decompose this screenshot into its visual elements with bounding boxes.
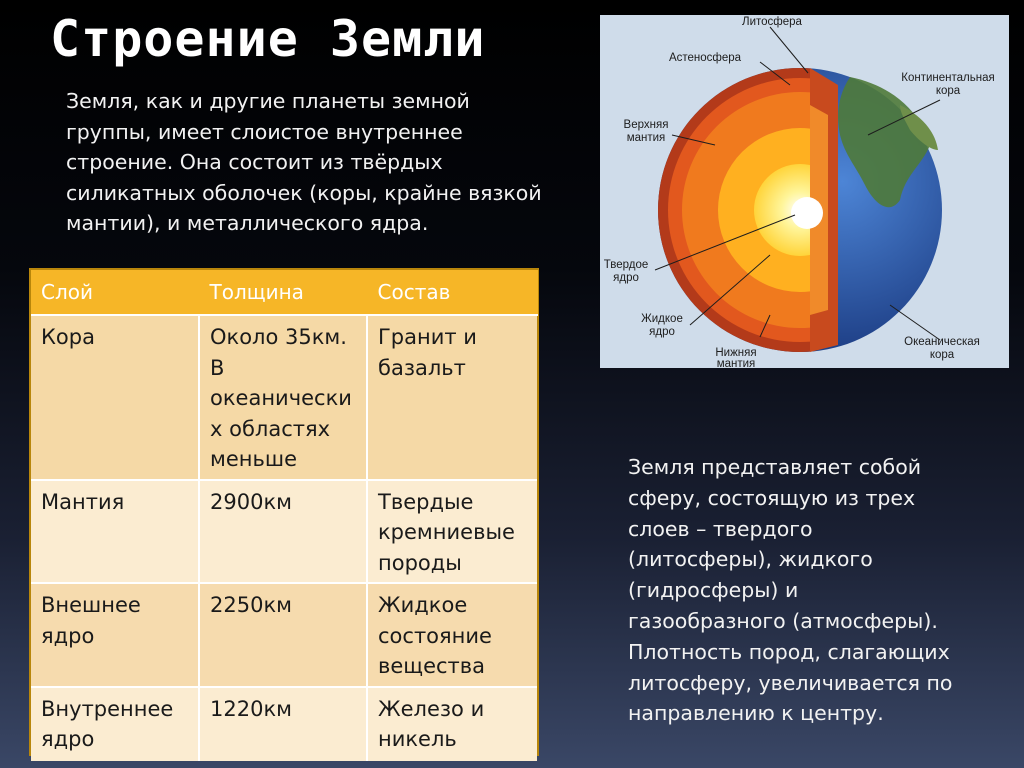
outro-line: литосферу, увеличивается по — [628, 670, 953, 695]
label-liquid-core-2: ядро — [649, 326, 675, 338]
slide-title: Строение Земли — [50, 10, 486, 68]
label-asthenosphere: Астеносфера — [668, 52, 742, 64]
cell-layer: Внутреннее ядро — [31, 687, 199, 761]
intro-paragraph — [66, 86, 566, 239]
label-lower-mantle-1: Нижняя — [715, 347, 757, 359]
outro-line: газообразного (атмосферы). — [628, 608, 938, 633]
label-oceanic-crust-2: кора — [929, 349, 955, 361]
cell-thickness: 2250км — [199, 583, 367, 687]
outro-line: Земля представляет собой — [628, 455, 922, 479]
label-upper-mantle-1: Верхняя — [623, 119, 669, 131]
cell-thickness: Около 35км. В океанически х областях меньше — [199, 315, 367, 480]
table-row — [31, 583, 537, 687]
outro-line: (гидросферы) и — [628, 578, 799, 603]
intro-line: силикатных оболочек (коры, крайне вязкой — [66, 180, 542, 205]
label-lithosphere: Литосфера — [742, 16, 802, 28]
header-composition: Состав — [367, 270, 537, 315]
header-layer: Слой — [31, 270, 199, 315]
outro-line: слоев – твердого — [628, 516, 813, 541]
label-liquid-core-1: Жидкое — [641, 313, 683, 325]
table-row — [31, 687, 537, 761]
cell-layer: Внешнее ядро — [31, 583, 199, 687]
label-continental-crust-2: кора — [935, 85, 961, 97]
label-oceanic-crust-1: Океаническая — [904, 336, 980, 348]
earth-structure-diagram — [600, 15, 1009, 368]
cell-composition: Гранит и базальт — [367, 315, 537, 480]
outro-line: сферу, состоящую из трех — [628, 485, 916, 510]
intro-line: мантии), и металлического ядра. — [66, 211, 429, 235]
solid-core-center — [791, 197, 823, 229]
conclusion-paragraph — [628, 452, 988, 729]
outro-line: направлению к центру. — [628, 701, 884, 726]
cell-thickness: 2900км — [199, 480, 367, 584]
outro-line: Плотность пород, слагающих — [628, 639, 950, 664]
intro-line: группы, имеет слоистое внутреннее — [66, 119, 463, 144]
table-header-row — [31, 270, 537, 315]
intro-line: Земля, как и другие планеты земной — [66, 89, 470, 113]
label-continental-crust-1: Континентальная — [901, 72, 995, 84]
label-solid-core-1: Твердое — [603, 259, 649, 271]
intro-line: строение. Она состоит из твёрдых — [66, 150, 443, 174]
cell-layer: Мантия — [31, 480, 199, 584]
label-lower-mantle-2: мантия — [716, 358, 756, 368]
cell-thickness: 1220км — [199, 687, 367, 761]
label-solid-core-2: ядро — [613, 272, 639, 284]
table-row — [31, 480, 537, 584]
layers-table — [29, 268, 539, 756]
cell-composition: Твердые кремниевые породы — [367, 480, 537, 584]
outro-line: (литосферы), жидкого — [628, 547, 873, 572]
table-row — [31, 315, 537, 480]
cell-composition: Жидкое состояние вещества — [367, 583, 537, 687]
cell-composition: Железо и никель — [367, 687, 537, 761]
header-thickness: Толщина — [199, 270, 367, 315]
cell-layer: Кора — [31, 315, 199, 480]
label-upper-mantle-2: мантия — [626, 132, 666, 144]
earth-cutaway-svg — [600, 15, 1009, 368]
